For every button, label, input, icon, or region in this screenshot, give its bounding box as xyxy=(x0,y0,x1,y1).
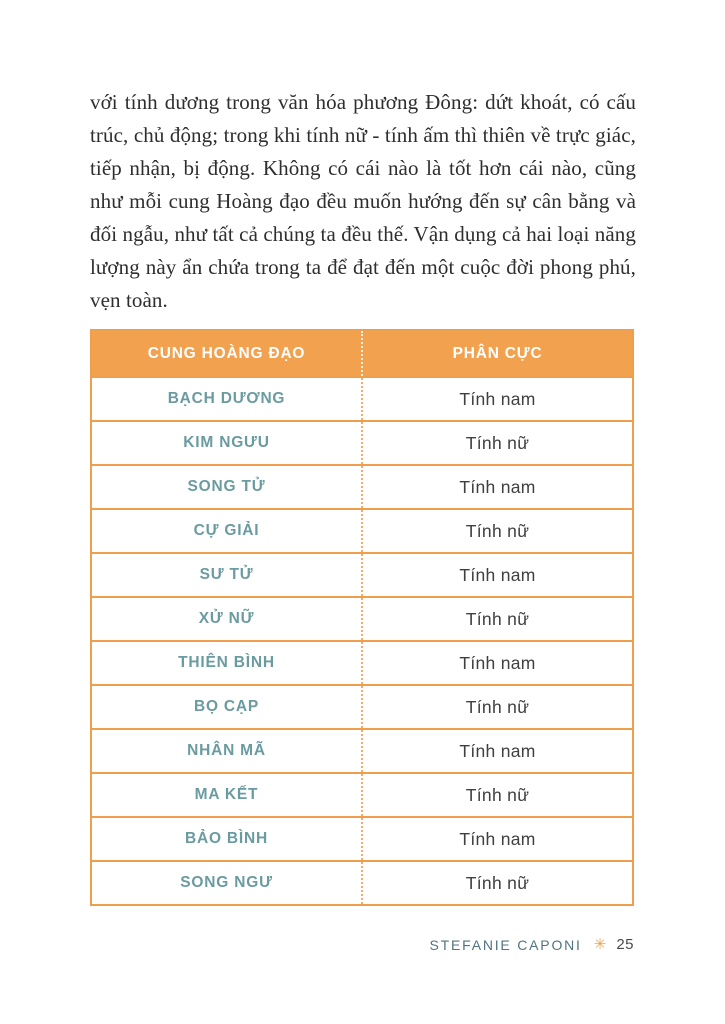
zodiac-cell: KIM NGƯU xyxy=(91,421,362,465)
table-row xyxy=(91,861,633,905)
polarity-cell: Tính nam xyxy=(362,817,633,861)
body-paragraph: với tính dương trong văn hóa phương Đông: dứt khoát, có cấu trúc, chủ động; trong khi tính nữ - tính ấm thì thiên về trực giác, tiếp nhận, bị động. Không có cái nào là tốt hơn cái nào, cũng như mỗi cung Hoàng đạo đều muốn hướng đến sự cân bằng và đối ngẫu, như tất cả chúng ta đều thế. Vận dụng cả hai loại năng lượng này ẩn chứa trong ta để đạt đến một cuộc đời phong phú, vẹn toàn. xyxy=(90,90,636,312)
zodiac-cell: BỌ CẠP xyxy=(91,685,362,729)
zodiac-cell: CỰ GIẢI xyxy=(91,509,362,553)
table-row xyxy=(91,817,633,861)
polarity-cell: Tính nữ xyxy=(362,509,633,553)
polarity-cell: Tính nam xyxy=(362,729,633,773)
table-row xyxy=(91,377,633,421)
table-body xyxy=(91,377,633,905)
polarity-cell: Tính nữ xyxy=(362,597,633,641)
author-name: STEFANIE CAPONI xyxy=(429,936,582,953)
table-row xyxy=(91,421,633,465)
zodiac-cell: XỬ NỮ xyxy=(91,597,362,641)
zodiac-cell: BẠCH DƯƠNG xyxy=(91,377,362,421)
zodiac-cell: BẢO BÌNH xyxy=(91,817,362,861)
table-row xyxy=(91,729,633,773)
table-row xyxy=(91,685,633,729)
zodiac-cell: SONG TỬ xyxy=(91,465,362,509)
zodiac-cell: THIÊN BÌNH xyxy=(91,641,362,685)
header-cell-zodiac: CUNG HOÀNG ĐẠO xyxy=(91,330,362,377)
table-row xyxy=(91,773,633,817)
polarity-table xyxy=(90,329,634,906)
table-row xyxy=(91,465,633,509)
polarity-cell: Tính nam xyxy=(362,553,633,597)
zodiac-cell: SƯ TỬ xyxy=(91,553,362,597)
zodiac-cell: SONG NGƯ xyxy=(91,861,362,905)
table-row xyxy=(91,597,633,641)
table-header-row xyxy=(91,330,633,377)
page-number: 25 xyxy=(616,936,634,953)
page-footer xyxy=(90,936,634,953)
polarity-cell: Tính nữ xyxy=(362,861,633,905)
zodiac-cell: NHÂN MÃ xyxy=(91,729,362,773)
table-row xyxy=(91,641,633,685)
table-row xyxy=(91,509,633,553)
zodiac-cell: MA KẾT xyxy=(91,773,362,817)
polarity-cell: Tính nữ xyxy=(362,685,633,729)
polarity-cell: Tính nam xyxy=(362,377,633,421)
polarity-cell: Tính nam xyxy=(362,641,633,685)
polarity-cell: Tính nam xyxy=(362,465,633,509)
polarity-cell: Tính nữ xyxy=(362,773,633,817)
header-cell-polarity: PHÂN CỰC xyxy=(362,330,633,377)
asterisk-icon: ✳ xyxy=(593,936,607,953)
table-row xyxy=(91,553,633,597)
polarity-cell: Tính nữ xyxy=(362,421,633,465)
